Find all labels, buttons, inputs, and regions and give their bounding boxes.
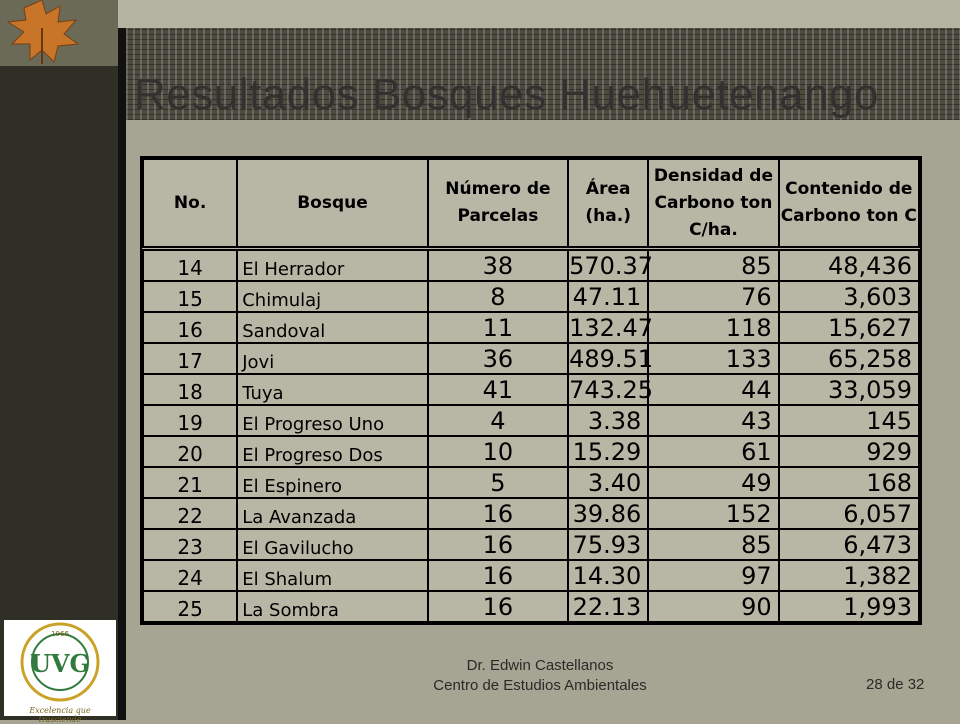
table-row (143, 560, 919, 591)
cell-parcelas: 41 (428, 374, 568, 405)
cell-parcelas: 8 (428, 281, 568, 312)
cell-bosque: El Progreso Dos (237, 436, 427, 467)
cell-bosque: El Espinero (237, 467, 427, 498)
table-row (143, 343, 919, 374)
cell-no: 19 (143, 405, 237, 436)
cell-densidad: 44 (648, 374, 778, 405)
cell-bosque: Jovi (237, 343, 427, 374)
logo-year: 1966 (51, 630, 69, 638)
cell-contenido: 6,057 (779, 498, 919, 529)
cell-area: 47.11 (568, 281, 648, 312)
results-table (140, 156, 922, 625)
cell-parcelas: 36 (428, 343, 568, 374)
header-parcelas: Número de Parcelas (428, 159, 568, 249)
cell-no: 22 (143, 498, 237, 529)
cell-bosque: El Herrador (237, 249, 427, 282)
cell-densidad: 133 (648, 343, 778, 374)
cell-area: 39.86 (568, 498, 648, 529)
cell-no: 23 (143, 529, 237, 560)
header-densidad: Densidad de Carbono ton C/ha. (648, 159, 778, 249)
cell-parcelas: 11 (428, 312, 568, 343)
maple-leaf-icon (2, 0, 118, 66)
cell-parcelas: 38 (428, 249, 568, 282)
cell-densidad: 85 (648, 529, 778, 560)
cell-contenido: 15,627 (779, 312, 919, 343)
cell-area: 75.93 (568, 529, 648, 560)
cell-parcelas: 4 (428, 405, 568, 436)
table-row (143, 249, 919, 282)
uvg-seal-icon (4, 620, 116, 704)
cell-contenido: 145 (779, 405, 919, 436)
cell-parcelas: 16 (428, 529, 568, 560)
cell-bosque: La Sombra (237, 591, 427, 622)
table-row (143, 498, 919, 529)
cell-contenido: 929 (779, 436, 919, 467)
cell-bosque: La Avanzada (237, 498, 427, 529)
footer-center: Centro de Estudios Ambientales (433, 677, 647, 694)
cell-parcelas: 16 (428, 498, 568, 529)
cell-contenido: 33,059 (779, 374, 919, 405)
table-row (143, 591, 919, 622)
cell-no: 17 (143, 343, 237, 374)
cell-bosque: Sandoval (237, 312, 427, 343)
table-row (143, 312, 919, 343)
cell-contenido: 3,603 (779, 281, 919, 312)
header-bosque: Bosque (237, 159, 427, 249)
cell-bosque: Tuya (237, 374, 427, 405)
page-number: 28 de 32 (866, 676, 925, 693)
cell-area: 132.47 (569, 314, 654, 342)
cell-area: 22.13 (568, 591, 648, 622)
cell-bosque: El Shalum (237, 560, 427, 591)
cell-no: 24 (143, 560, 237, 591)
cell-area: 14.30 (568, 560, 648, 591)
logo-motto: Excelencia que trasciende (29, 706, 91, 724)
table-row (143, 467, 919, 498)
table-row (143, 281, 919, 312)
cell-area: 15.29 (568, 436, 648, 467)
cell-no: 15 (143, 281, 237, 312)
cell-area: 489.51 (569, 345, 654, 373)
cell-no: 25 (143, 591, 237, 622)
table-row (143, 529, 919, 560)
cell-contenido: 1,382 (779, 560, 919, 591)
cell-densidad: 118 (648, 312, 778, 343)
cell-contenido: 48,436 (779, 249, 919, 282)
cell-bosque: Chimulaj (237, 281, 427, 312)
table-row (143, 436, 919, 467)
cell-no: 16 (143, 312, 237, 343)
table-row (143, 374, 919, 405)
footer (390, 656, 690, 696)
cell-area: 743.25 (569, 376, 654, 404)
cell-bosque: El Gavilucho (237, 529, 427, 560)
cell-area: 570.37 (568, 249, 648, 282)
cell-densidad: 90 (648, 591, 778, 622)
cell-densidad: 49 (648, 467, 778, 498)
cell-parcelas: 16 (428, 591, 568, 622)
cell-no: 20 (143, 436, 237, 467)
left-sidebar-bar (0, 0, 118, 720)
logo-letters: UVG (29, 649, 91, 678)
cell-parcelas: 10 (428, 436, 568, 467)
cell-parcelas: 16 (428, 560, 568, 591)
header-area: Área (ha.) (568, 159, 648, 249)
top-band (118, 0, 960, 28)
cell-contenido: 1,993 (779, 591, 919, 622)
cell-contenido: 65,258 (779, 343, 919, 374)
cell-bosque: El Progreso Uno (237, 405, 427, 436)
header-no: No. (143, 159, 237, 249)
table-row (143, 405, 919, 436)
slide-title: Resultados Bosques Huehuetenango (134, 70, 879, 119)
cell-area: 3.40 (568, 467, 648, 498)
footer-author: Dr. Edwin Castellanos (466, 657, 614, 674)
cell-densidad: 61 (648, 436, 778, 467)
cell-parcelas: 5 (428, 467, 568, 498)
uvg-logo (4, 620, 116, 724)
left-shadow (118, 28, 126, 720)
cell-contenido: 6,473 (779, 529, 919, 560)
cell-no: 21 (143, 467, 237, 498)
cell-densidad: 152 (648, 498, 778, 529)
cell-no: 14 (143, 249, 237, 282)
header-contenido: Contenido de Carbono ton C (779, 159, 919, 249)
table-header-row (143, 159, 919, 249)
cell-densidad: 43 (648, 405, 778, 436)
cell-densidad: 85 (648, 249, 778, 282)
cell-densidad: 76 (648, 281, 778, 312)
cell-contenido: 168 (779, 467, 919, 498)
cell-densidad: 97 (648, 560, 778, 591)
cell-area: 3.38 (568, 405, 648, 436)
cell-no: 18 (143, 374, 237, 405)
